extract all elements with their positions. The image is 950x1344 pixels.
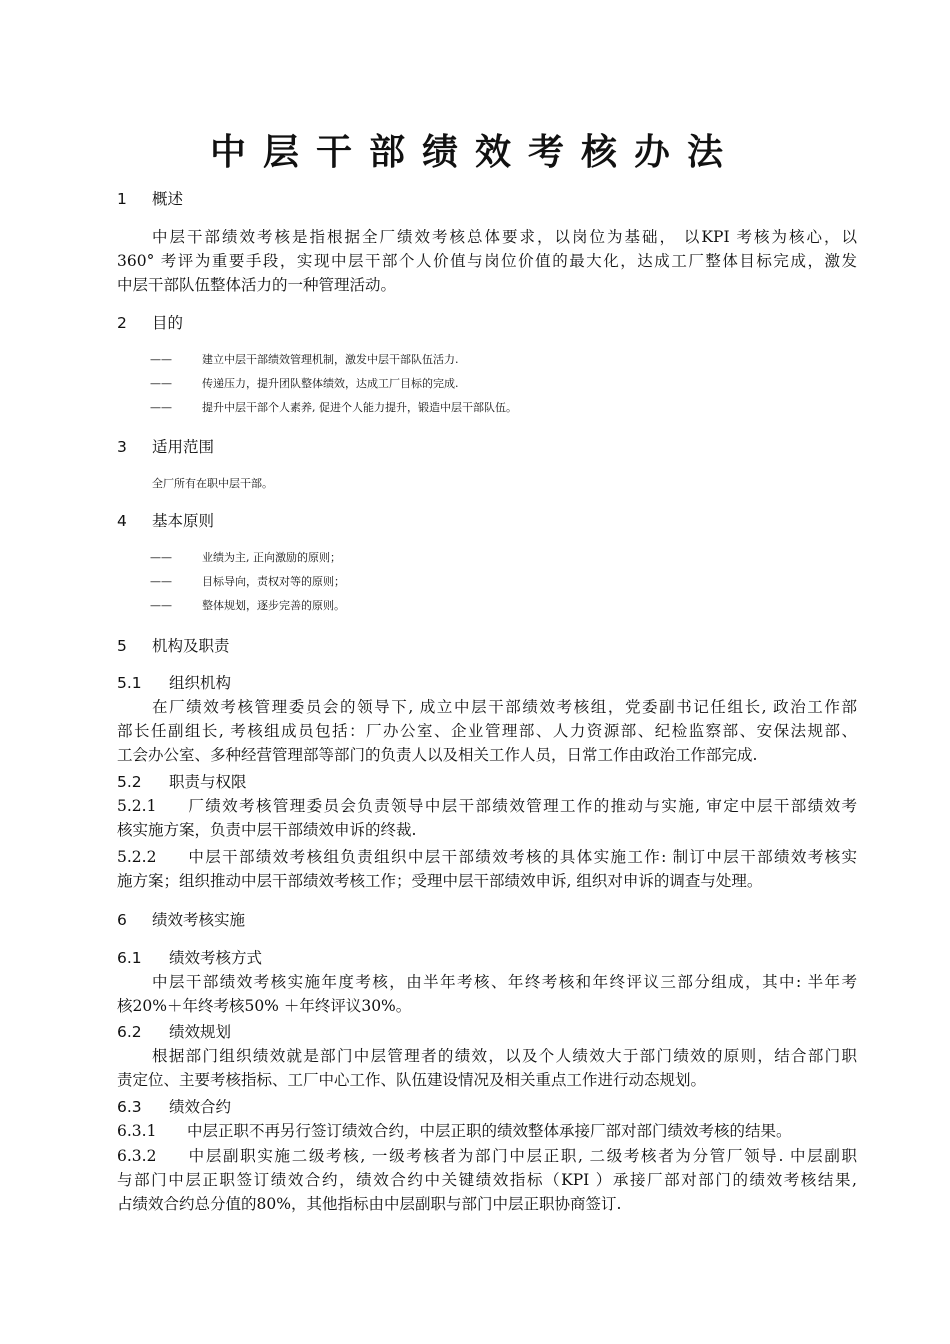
section-4-item-3: —— 整体规划，逐步完善的原则。 [150, 599, 345, 612]
section-5-1-line-3: 工会办公室、多种经营管理部等部门的负责人以及相关工作人员，日常工作由政治工作部完成. [117, 746, 758, 764]
section-6-1-line-2: 核20%＋年终考核50% ＋年终评议30%。 [117, 997, 412, 1015]
section-6-3-heading: 6.3 绩效合约 [117, 1098, 232, 1116]
section-5-2-1-line-2: 核实施方案，负责中层干部绩效申诉的终裁. [117, 821, 417, 839]
section-1-line-1: 中层干部绩效考核是指根据全厂绩效考核总体要求，以岗位为基础， 以KPI 考核为核心，以 [152, 228, 857, 246]
section-6-1-heading: 6.1 绩效考核方式 [117, 949, 263, 967]
section-2-heading: 2 目的 [117, 314, 184, 332]
section-3-text: 全厂所有在职中层干部。 [152, 477, 273, 490]
section-6-1-line-1: 中层干部绩效考核实施年度考核，由半年考核、年终考核和年终评议三部分组成，其中: 半年考 [152, 973, 857, 991]
section-6-heading: 6 绩效考核实施 [117, 911, 246, 929]
section-5-heading: 5 机构及职责 [117, 637, 230, 655]
section-6-3-2-line-1: 6.3.2 中层副职实施二级考核, 一级考核者为部门中层正职, 二级考核者为分管厂领导. 中层副职 [117, 1147, 857, 1165]
section-5-2-1-line-1: 5.2.1 厂绩效考核管理委员会负责领导中层干部绩效管理工作的推动与实施, 审定中层干部绩效考 [117, 797, 857, 815]
section-5-2-heading: 5.2 职责与权限 [117, 773, 247, 791]
section-6-2-heading: 6.2 绩效规划 [117, 1023, 232, 1041]
section-5-2-2-line-2: 施方案；组织推动中层干部绩效考核工作；受理中层干部绩效申诉, 组织对申诉的调查与处理。 [117, 872, 763, 890]
section-1-heading: 1 概述 [117, 190, 184, 208]
section-6-2-line-1: 根据部门组织绩效就是部门中层管理者的绩效，以及个人绩效大于部门绩效的原则，结合部门职 [152, 1047, 857, 1065]
section-6-3-2-line-3: 占绩效合约总分值的80%，其他指标由中层副职与部门中层正职协商签订. [117, 1195, 622, 1213]
section-4-item-2: —— 目标导向，责权对等的原则； [150, 575, 345, 588]
section-2-item-1: —— 建立中层干部绩效管理机制，激发中层干部队伍活力. [150, 353, 459, 366]
section-3-heading: 3 适用范围 [117, 438, 215, 456]
section-5-1-line-1: 在厂绩效考核管理委员会的领导下, 成立中层干部绩效考核组，党委副书记任组长, 政治工作部 [152, 698, 857, 716]
section-6-3-1-line-1: 6.3.1 中层正职不再另行签订绩效合约，中层正职的绩效整体承接厂部对部门绩效考核的结果。 [117, 1122, 792, 1140]
section-5-1-heading: 5.1 组织机构 [117, 674, 232, 692]
section-6-2-line-2: 责定位、主要考核指标、工厂中心工作、队伍建设情况及相关重点工作进行动态规划。 [117, 1071, 707, 1089]
section-2-item-3: —— 提升中层干部个人素养, 促进个人能力提升，锻造中层干部队伍。 [150, 401, 517, 414]
section-1-line-3: 中层干部队伍整体活力的一种管理活动。 [117, 276, 397, 294]
section-4-heading: 4 基本原则 [117, 512, 215, 530]
section-4-item-1: —— 业绩为主, 正向激励的原则； [150, 551, 341, 564]
section-6-3-2-line-2: 与部门中层正职签订绩效合约，绩效合约中关键绩效指标（KPI ）承接厂部对部门的绩效考核结果, [117, 1171, 857, 1189]
section-1-line-2: 360° 考评为重要手段，实现中层干部个人价值与岗位价值的最大化，达成工厂整体目标完成，激发 [117, 252, 857, 270]
section-5-1-line-2: 部长任副组长, 考核组成员包括：厂办公室、企业管理部、人力资源部、纪检监察部、安保法规部、 [117, 722, 857, 740]
section-2-item-2: —— 传递压力，提升团队整体绩效，达成工厂目标的完成. [150, 377, 459, 390]
document-title: 中层干部绩效考核办法 [209, 131, 740, 173]
section-5-2-2-line-1: 5.2.2 中层干部绩效考核组负责组织中层干部绩效考核的具体实施工作: 制订中层干部绩效考核实 [117, 848, 857, 866]
